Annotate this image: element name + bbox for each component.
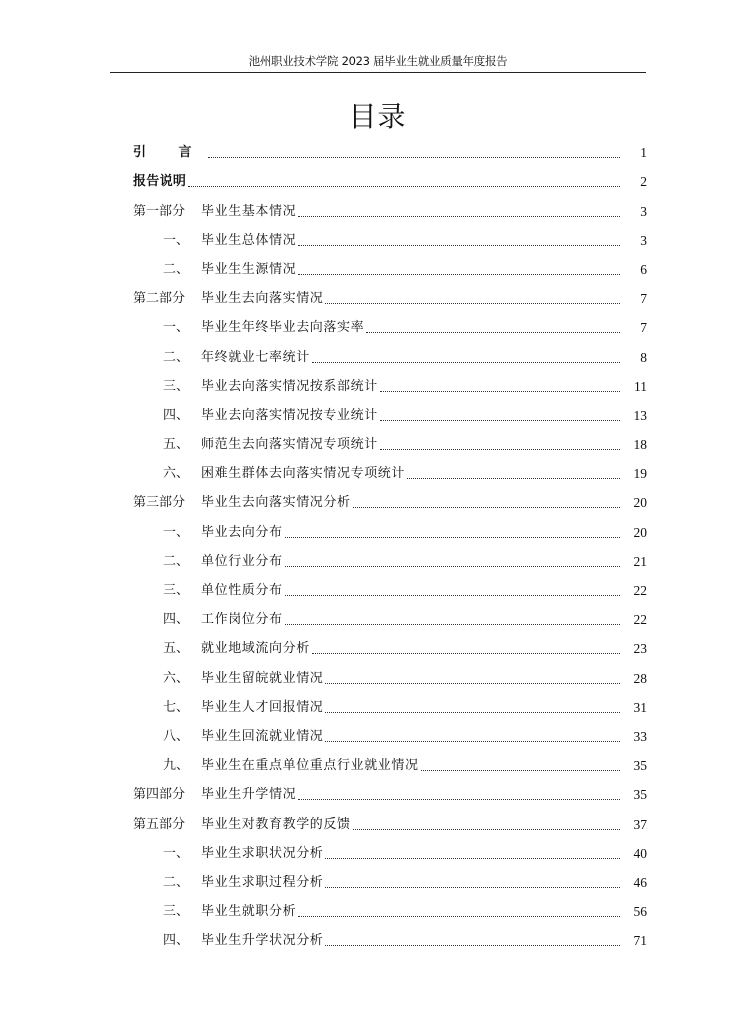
- toc-page-number: 18: [633, 437, 647, 453]
- toc-entry-label: 报告说明: [133, 174, 187, 190]
- toc-entry-label: 毕业生总体情况: [201, 232, 297, 248]
- header-rule: [110, 72, 646, 73]
- toc-entry-label: 毕业生回流就业情况: [201, 728, 324, 744]
- toc-entry-label: 年终就业七率统计: [201, 349, 310, 365]
- toc-subsection-entry[interactable]: [0, 224, 755, 253]
- toc-dot-leader: [298, 916, 620, 917]
- toc-entry-number: 二、: [163, 553, 190, 569]
- toc-subsection-entry[interactable]: [0, 574, 755, 603]
- toc-section-entry[interactable]: [0, 165, 755, 194]
- toc-entry-label: 单位行业分布: [201, 553, 283, 569]
- toc-entry-number: 三、: [163, 378, 190, 394]
- toc-dot-leader: [366, 332, 620, 333]
- toc-page-number: 22: [633, 612, 647, 628]
- toc-page-number: 23: [633, 641, 647, 657]
- toc-dot-leader: [353, 829, 620, 830]
- toc-entry-number: 四、: [163, 407, 190, 423]
- toc-entry-number: 六、: [163, 466, 190, 482]
- toc-section-entry[interactable]: [0, 136, 755, 165]
- toc-dot-leader: [312, 362, 620, 363]
- toc-entry-label: 毕业去向落实情况按系部统计: [201, 378, 378, 394]
- toc-dot-leader: [312, 653, 620, 654]
- toc-subsection-entry[interactable]: [0, 340, 755, 369]
- toc-dot-leader: [325, 858, 620, 859]
- toc-dot-leader: [298, 216, 620, 217]
- toc-entry-label: 就业地域流向分析: [201, 641, 310, 657]
- toc-subsection-entry[interactable]: [0, 253, 755, 282]
- toc-page-number: 7: [640, 291, 647, 307]
- toc-page-number: 8: [640, 349, 647, 365]
- toc-dot-leader: [285, 624, 620, 625]
- toc-dot-leader: [325, 303, 620, 304]
- toc-entry-label: 毕业生求职过程分析: [201, 874, 324, 890]
- toc-dot-leader: [285, 595, 620, 596]
- toc-page-number: 20: [633, 524, 647, 540]
- running-header: 池州职业技术学院 2023 届毕业生就业质量年度报告: [248, 54, 508, 68]
- toc-page-number: 46: [633, 874, 647, 890]
- toc-subsection-entry[interactable]: [0, 749, 755, 778]
- toc-page-number: 56: [633, 904, 647, 920]
- toc-entry-number: 一、: [163, 232, 190, 248]
- toc-section-entry[interactable]: [0, 778, 755, 807]
- toc-page-number: 2: [640, 174, 647, 190]
- toc-entry-label: 毕业去向分布: [201, 524, 283, 540]
- toc-subsection-entry[interactable]: [0, 720, 755, 749]
- toc-page-number: 28: [633, 670, 647, 686]
- toc-entry-label: 毕业生去向落实情况分析: [201, 495, 351, 511]
- toc-entry-label: 毕业生去向落实情况: [201, 291, 324, 307]
- toc-entry-number: 三、: [163, 904, 190, 920]
- toc-entry-label: 工作岗位分布: [201, 612, 283, 628]
- toc-page-number: 1: [640, 145, 647, 161]
- toc-dot-leader: [407, 478, 620, 479]
- toc-page-number: 7: [640, 320, 647, 336]
- toc-entry-number: 三、: [163, 583, 190, 598]
- toc-entry-label: 毕业生留皖就业情况: [201, 670, 324, 686]
- toc-entry-number: 五、: [163, 641, 190, 657]
- toc-page-number: 20: [633, 495, 647, 511]
- toc-entry-number: 第四部分: [133, 787, 186, 803]
- toc-subsection-entry[interactable]: [0, 515, 755, 544]
- toc-subsection-entry[interactable]: [0, 428, 755, 457]
- toc-page-number: 35: [633, 758, 647, 774]
- toc-page-number: 3: [640, 203, 647, 219]
- toc-dot-leader: [380, 391, 620, 392]
- toc-entry-label: 毕业生基本情况: [201, 203, 297, 219]
- toc-entry-number: 八、: [163, 728, 190, 744]
- toc-entry-number: 七、: [163, 699, 190, 715]
- toc-entry-label: 引 言: [133, 145, 206, 161]
- toc-dot-leader: [421, 770, 620, 771]
- toc-section-entry[interactable]: [0, 486, 755, 515]
- toc-entry-number: 第一部分: [133, 203, 186, 219]
- toc-entry-number: 六、: [163, 670, 190, 686]
- toc-subsection-entry[interactable]: [0, 837, 755, 866]
- toc-subsection-entry[interactable]: [0, 691, 755, 720]
- toc-dot-leader: [380, 420, 620, 421]
- toc-section-entry[interactable]: [0, 807, 755, 836]
- toc-section-entry[interactable]: [0, 282, 755, 311]
- toc-dot-leader: [298, 799, 620, 800]
- toc-entry-label: 毕业生年终毕业去向落实率: [201, 320, 365, 336]
- toc-page-number: 11: [634, 378, 647, 394]
- toc-entry-number: 第二部分: [133, 291, 186, 307]
- toc-entry-label: 毕业生在重点单位重点行业就业情况: [201, 758, 419, 774]
- toc-dot-leader: [298, 245, 620, 246]
- toc-list: [0, 136, 755, 953]
- toc-subsection-entry[interactable]: [0, 632, 755, 661]
- toc-page-number: 71: [633, 933, 647, 949]
- toc-entry-number: 第五部分: [133, 816, 186, 832]
- toc-dot-leader: [325, 887, 620, 888]
- toc-subsection-entry[interactable]: [0, 399, 755, 428]
- toc-dot-leader: [208, 157, 620, 158]
- toc-title: 目录: [348, 100, 407, 133]
- toc-entry-label: 毕业生对教育教学的反馈: [201, 816, 351, 832]
- toc-dot-leader: [325, 945, 620, 946]
- toc-subsection-entry[interactable]: [0, 370, 755, 399]
- toc-subsection-entry[interactable]: [0, 661, 755, 690]
- toc-entry-number: 一、: [163, 320, 190, 336]
- toc-section-entry[interactable]: [0, 194, 755, 223]
- toc-dot-leader: [380, 449, 620, 450]
- toc-subsection-entry[interactable]: [0, 924, 755, 953]
- toc-subsection-entry[interactable]: [0, 545, 755, 574]
- toc-dot-leader: [325, 712, 620, 713]
- toc-subsection-entry[interactable]: [0, 895, 755, 924]
- toc-dot-leader: [325, 683, 620, 684]
- toc-entry-label: 毕业生求职状况分析: [201, 845, 324, 861]
- toc-page-number: 6: [640, 261, 647, 277]
- toc-entry-number: 一、: [163, 524, 190, 540]
- toc-entry-label: 师范生去向落实情况专项统计: [201, 437, 378, 453]
- toc-subsection-entry[interactable]: [0, 311, 755, 340]
- toc-dot-leader: [298, 274, 620, 275]
- toc-entry-number: 五、: [163, 437, 190, 453]
- toc-entry-label: 毕业生升学情况: [201, 787, 297, 803]
- toc-page-number: 31: [633, 699, 647, 715]
- toc-dot-leader: [188, 186, 620, 187]
- toc-subsection-entry[interactable]: [0, 457, 755, 486]
- toc-entry-number: 九、: [163, 758, 190, 774]
- toc-subsection-entry[interactable]: [0, 603, 755, 632]
- toc-dot-leader: [353, 507, 620, 508]
- toc-page-number: 33: [633, 728, 647, 744]
- toc-page-number: 21: [633, 553, 647, 569]
- toc-dot-leader: [325, 741, 620, 742]
- toc-page-number: 37: [633, 816, 647, 832]
- toc-page-number: 40: [633, 845, 647, 861]
- toc-dot-leader: [285, 537, 620, 538]
- toc-entry-label: 毕业生人才回报情况: [201, 699, 324, 715]
- toc-entry-number: 四、: [163, 612, 190, 628]
- toc-dot-leader: [285, 566, 620, 567]
- toc-entry-number: 第三部分: [133, 495, 186, 511]
- toc-entry-number: 二、: [163, 261, 190, 277]
- toc-entry-label: 单位性质分布: [201, 583, 283, 598]
- toc-entry-label: 毕业生就职分析: [201, 904, 297, 920]
- toc-entry-label: 毕业生生源情况: [201, 261, 297, 277]
- toc-subsection-entry[interactable]: [0, 866, 755, 895]
- toc-page-number: 3: [640, 232, 647, 248]
- toc-entry-number: 二、: [163, 874, 190, 890]
- toc-entry-label: 毕业去向落实情况按专业统计: [201, 407, 378, 423]
- toc-page-number: 35: [633, 787, 647, 803]
- toc-page-number: 22: [633, 583, 647, 598]
- toc-entry-number: 二、: [163, 349, 190, 365]
- toc-page-number: 19: [633, 466, 647, 482]
- toc-page-number: 13: [633, 407, 647, 423]
- toc-entry-number: 一、: [163, 845, 190, 861]
- toc-entry-label: 毕业生升学状况分析: [201, 933, 324, 949]
- toc-entry-number: 四、: [163, 933, 190, 949]
- toc-entry-label: 困难生群体去向落实情况专项统计: [201, 466, 406, 482]
